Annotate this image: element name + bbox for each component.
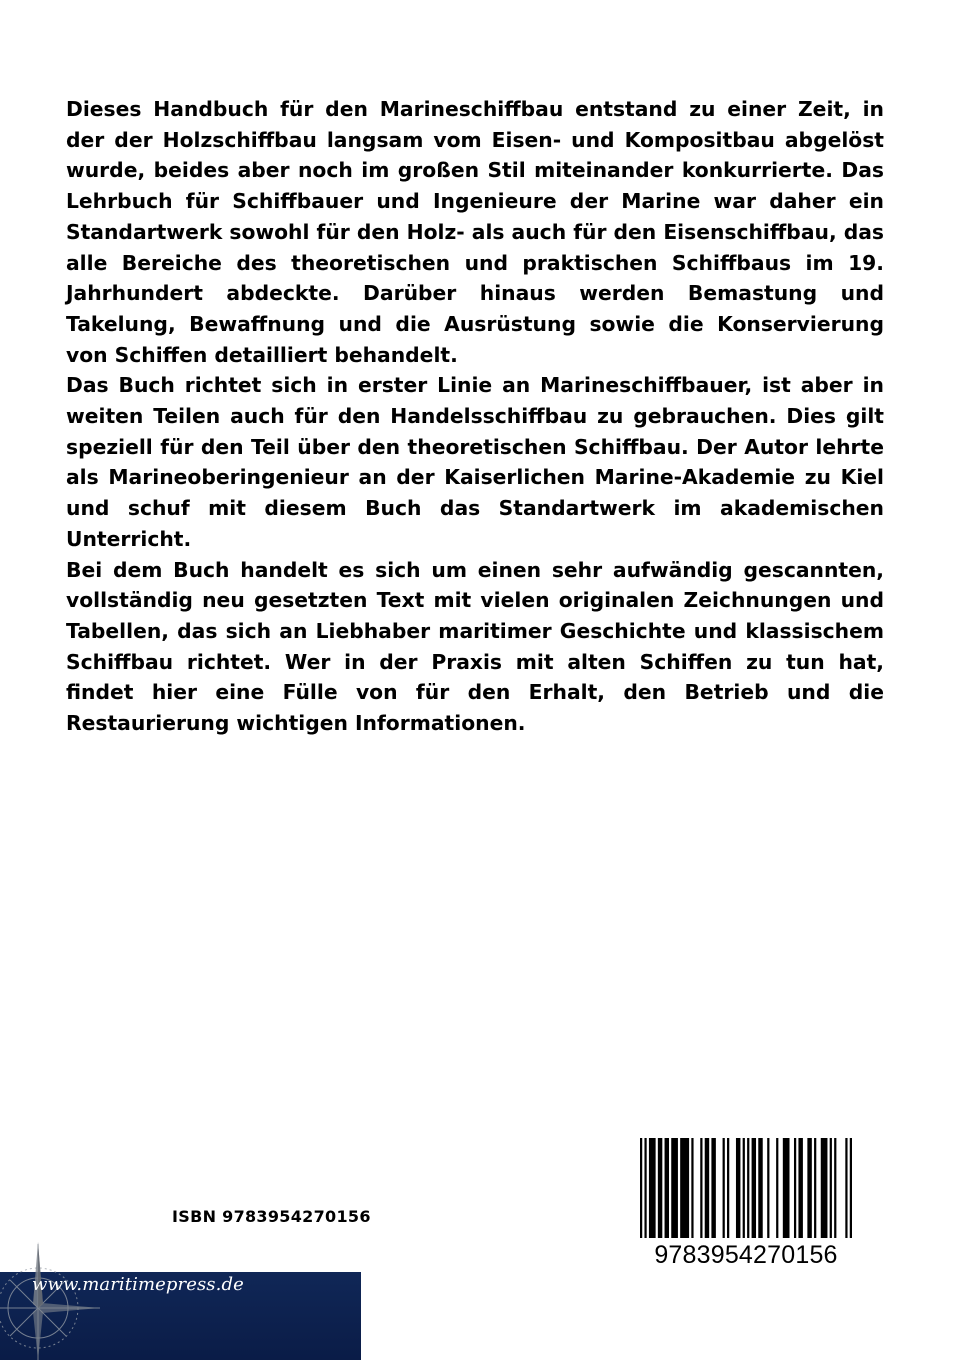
barcode-bar [649, 1138, 656, 1238]
blurb-text [66, 94, 884, 739]
barcode-bar [850, 1138, 852, 1238]
barcode-digits: 9783954270156 [654, 1241, 838, 1269]
barcode-bar [644, 1138, 646, 1238]
barcode-bar [691, 1138, 693, 1238]
barcode-bar [680, 1138, 689, 1238]
barcode-bar [736, 1138, 740, 1238]
barcode-bar [640, 1138, 642, 1238]
barcode-bar [821, 1138, 828, 1238]
barcode-bar [758, 1138, 762, 1238]
barcode-bar [834, 1138, 836, 1238]
barcode-bar [794, 1138, 796, 1238]
barcode-bar [830, 1138, 832, 1238]
barcode-bar [814, 1138, 816, 1238]
isbn-label: ISBN 9783954270156 [172, 1207, 371, 1226]
barcode-bar [705, 1138, 709, 1238]
barcode-bar [776, 1138, 778, 1238]
publisher-url: www.maritimepress.de [32, 1274, 244, 1295]
barcode-bar [743, 1138, 745, 1238]
blurb-paragraph-3: Bei dem Buch handelt es sich um einen sehr aufwändig gescannten, vollständig neu gesetzten Text mit vielen originalen Zeichnungen und Tabellen, das sich an Liebhaber maritimer Geschichte und klassischem Schiffbau richtet. Wer in der Praxis mit alten Schiffen zu tun hat, findet hier eine Fülle von für den Erhalt, den Betrieb und die Restaurierung wichtigen Informationen. [66, 557, 884, 736]
barcode-bar [671, 1138, 678, 1238]
barcode-bar [783, 1138, 790, 1238]
barcode-bar [700, 1138, 702, 1238]
barcode-bar [665, 1138, 669, 1238]
barcode-bar [767, 1138, 769, 1238]
blurb-paragraph-2: Das Buch richtet sich in erster Linie an Marineschiffbauer, ist aber in weiten Teilen auch für den Handelsschiffbau zu gebrauchen. Dies gilt speziell für den Teil über den theoretischen Schiffbau. Der Autor lehrte als Marineoberingenieur an der Kaiserlichen Marine-Akademie zu Kiel und schuf mit diesem Buch das Standartwerk im akademischen Unterricht. [66, 373, 884, 551]
blurb-paragraph-1: Dieses Handbuch für den Marineschiffbau entstand zu einer Zeit, in der der Holzschiffbau langsam vom Eisen- und Kompositbau abgelöst wurde, beides aber noch im großen Stil miteinander konkurrierte. Das Lehrbuch für Schiffbauer und Ingenieure der Marine war daher ein Standartwerk sowohl für den Holz- als auch für den Eisenschiffbau, das alle Bereiche des theoretischen und praktischen Schiffbaus im 19. Jahrhundert abdeckte. Darüber hinaus werden Bemastung und Takelung, Bewaffnung und die Ausrüstung sowie die Konservierung von Schiffen detailliert behandelt. [66, 97, 884, 367]
barcode-bar [798, 1138, 802, 1238]
barcode-bar [658, 1138, 662, 1238]
barcode-bar [845, 1138, 847, 1238]
barcode-bar [711, 1138, 715, 1238]
barcode-bar [752, 1138, 756, 1238]
barcode-bar [747, 1138, 749, 1238]
compass-rose-icon [0, 1236, 110, 1360]
barcode-bar [807, 1138, 811, 1238]
barcode-bar [723, 1138, 725, 1238]
isbn-barcode [640, 1138, 852, 1238]
barcode-bar [727, 1138, 729, 1238]
